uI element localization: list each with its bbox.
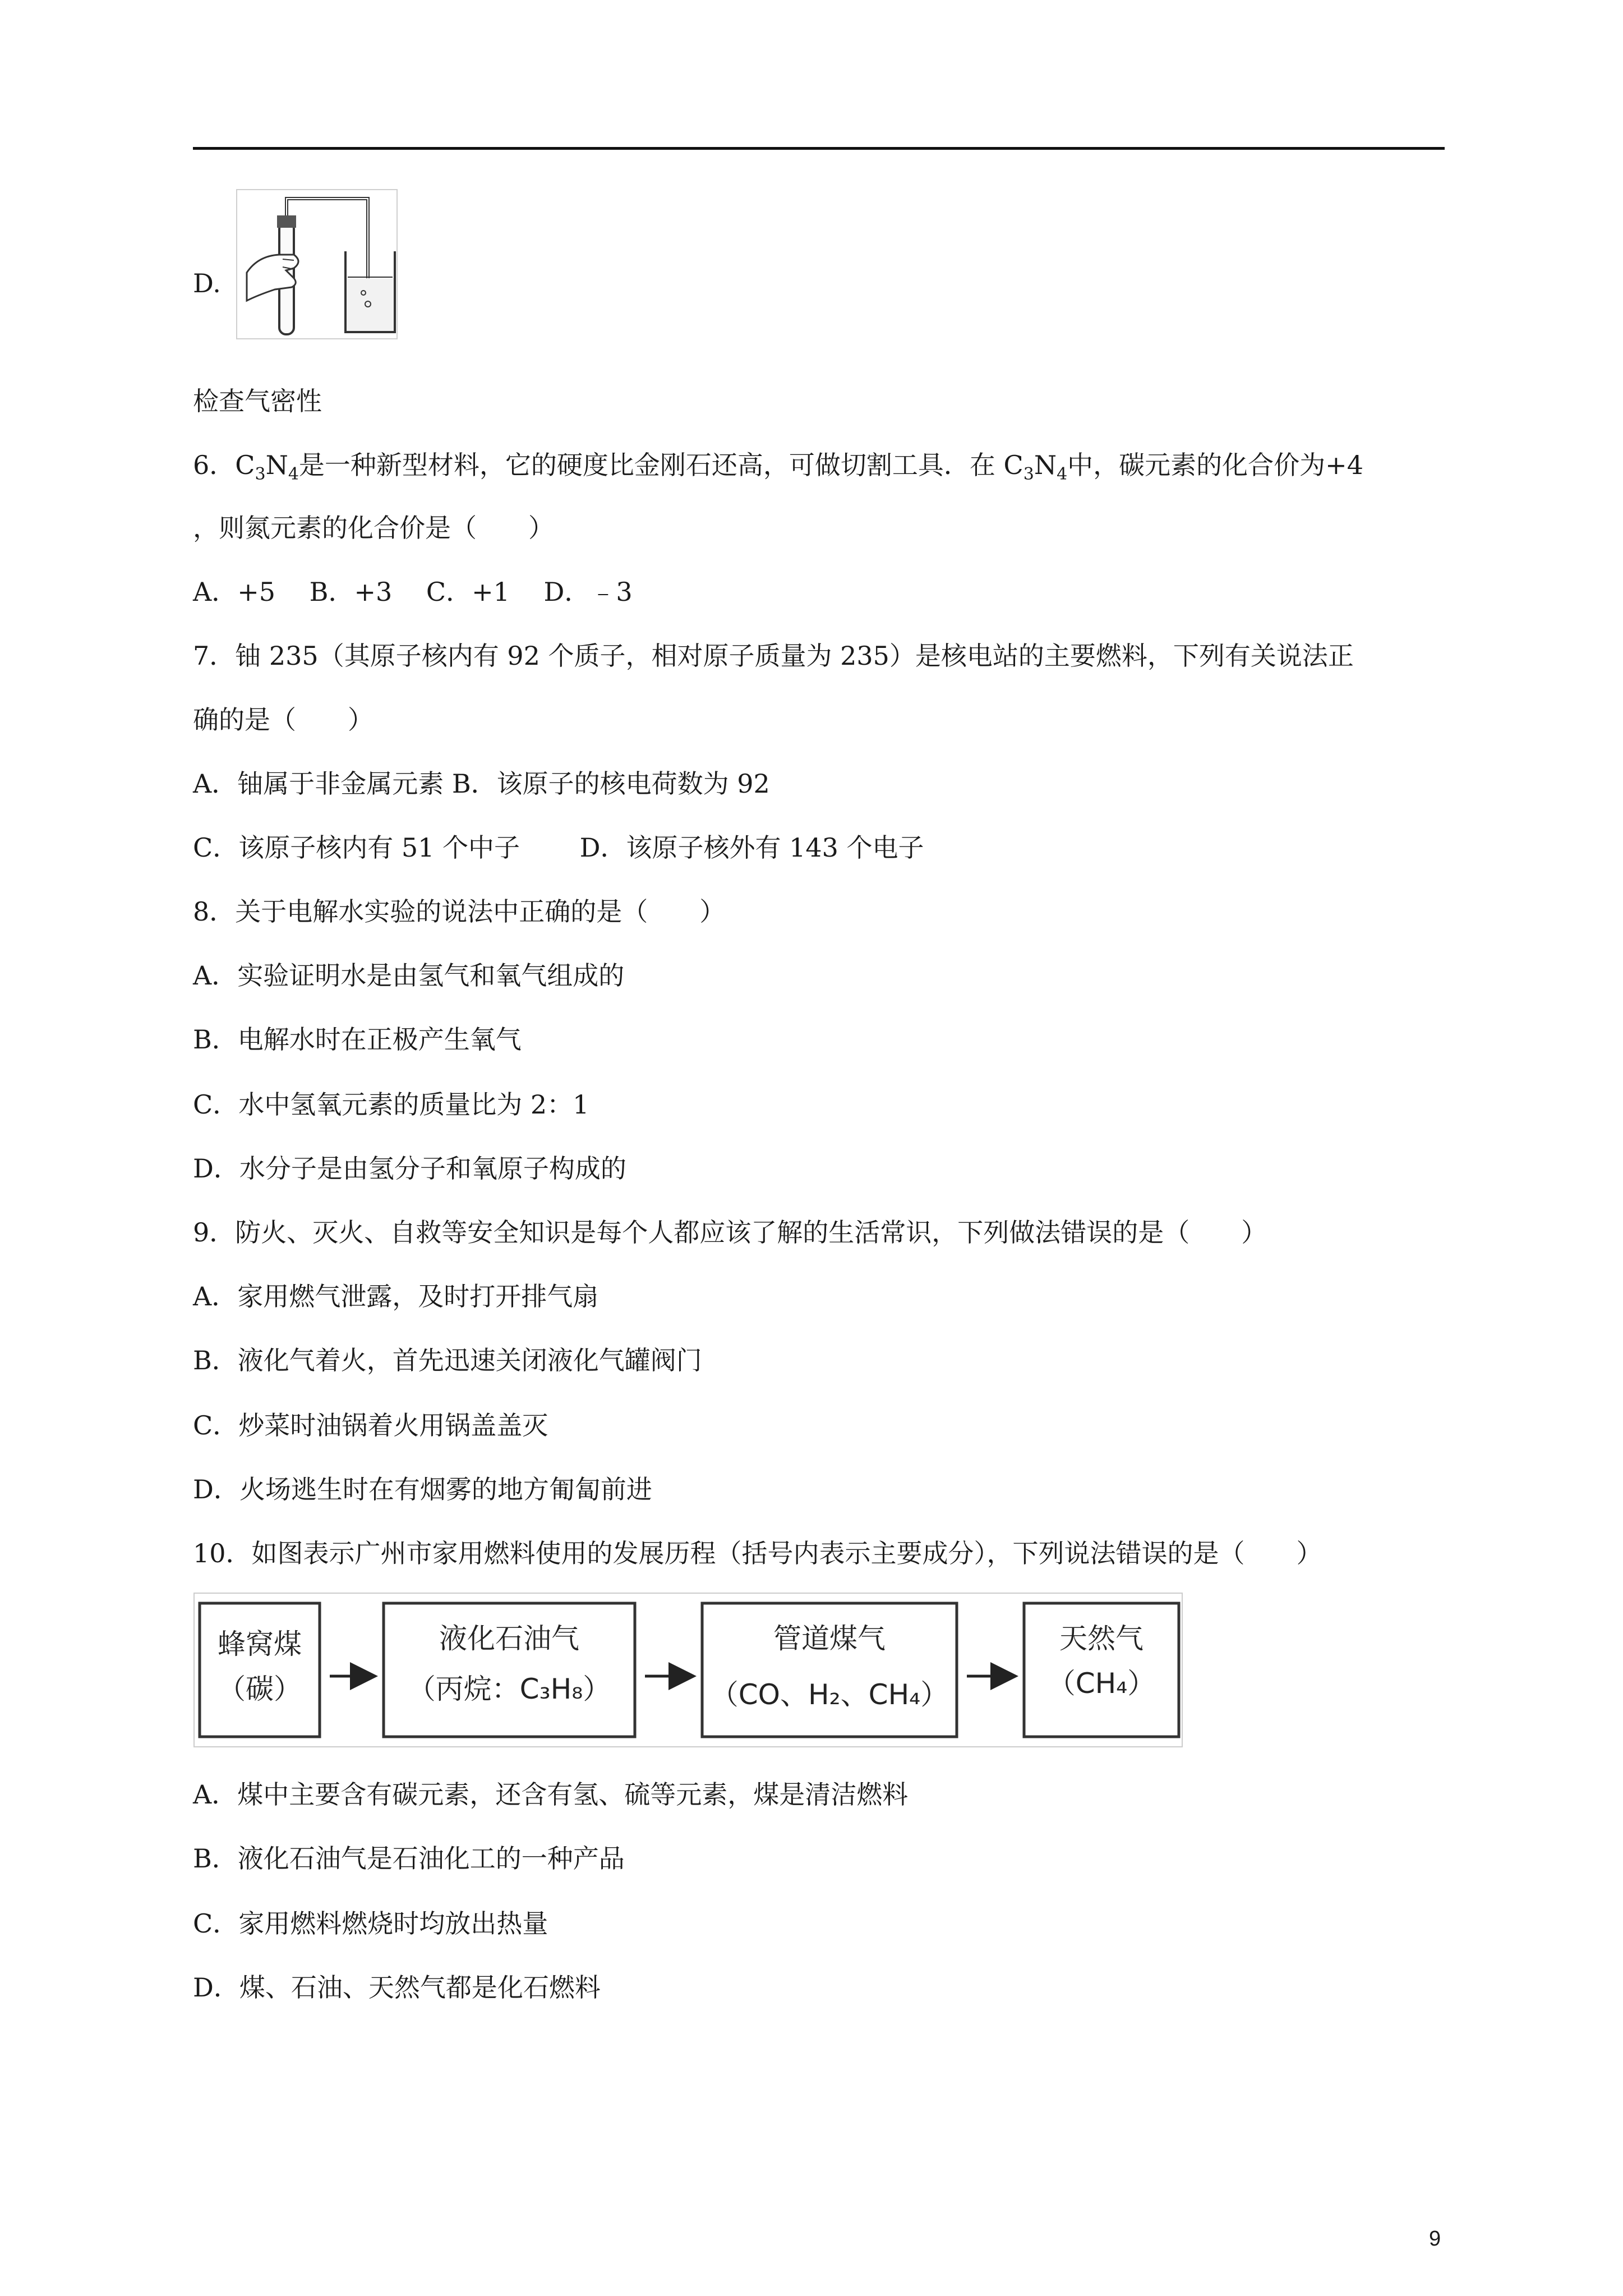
svg-text:（丙烷：C₃H₈）: （丙烷：C₃H₈）	[407, 1673, 611, 1705]
flow-box-lpg	[384, 1603, 635, 1737]
flow-box-natural-gas	[1024, 1603, 1179, 1737]
q6-line2: ，则氮元素的化合价是（ ）	[193, 513, 554, 543]
page-number: 9	[1429, 2227, 1441, 2251]
q9-option-b: B．液化气着火，首先迅速关闭液化气罐阀门	[193, 1345, 702, 1375]
q10-option-c: C．家用燃料燃烧时均放出热量	[193, 1908, 548, 1939]
q10-option-a: A．煤中主要含有碳元素，还含有氢、硫等元素，煤是清洁燃料	[193, 1779, 909, 1810]
header-rule	[193, 147, 1445, 150]
q9-option-d: D．火场逃生时在有烟雾的地方匍匐前进	[193, 1474, 652, 1504]
q10-option-b: B．液化石油气是石油化工的一种产品	[193, 1843, 625, 1874]
q8-stem: 8．关于电解水实验的说法中正确的是（ ）	[193, 896, 726, 927]
q9-option-a: A．家用燃气泄露，及时打开排气扇	[193, 1281, 599, 1312]
svg-text:液化石油气: 液化石油气	[439, 1622, 579, 1655]
q10-stem: 10．如图表示广州市家用燃料使用的发展历程（括号内表示主要成分），下列说法错误的是（ ）	[193, 1538, 1322, 1568]
airtightness-check-figure	[236, 188, 398, 340]
q7-line2: 确的是（ ）	[193, 705, 374, 735]
q6-options: A．+5 B．+3 C．+1 D．﹣3	[193, 577, 633, 607]
q8-option-c: C．水中氢氧元素的质量比为 2：1	[193, 1089, 589, 1120]
flow-box-honeycomb-coal	[200, 1603, 320, 1737]
q6-line1: 6．$C_3N_4$是一种新型材料，它的硬度比金刚石还高，可做切割工具．在 $C_3N_4$中，碳元素的化合价为+4	[193, 450, 1363, 484]
svg-text:（CO、H₂、CH₄）: （CO、H₂、CH₄）	[710, 1678, 949, 1711]
option-d-label: D.	[193, 268, 221, 298]
q8-option-d: D．水分子是由氢分子和氧原子构成的	[193, 1153, 626, 1184]
svg-text:蜂窝煤: 蜂窝煤	[218, 1628, 302, 1660]
q9-option-c: C．炒菜时油锅着火用锅盖盖灭	[193, 1410, 548, 1441]
svg-text:（碳）: （碳）	[218, 1673, 302, 1705]
svg-text:管道煤气: 管道煤气	[773, 1622, 886, 1655]
q9-stem: 9．防火、灭火、自救等安全知识是每个人都应该了解的生活常识，下列做法错误的是（ ）	[193, 1217, 1267, 1248]
flow-box-pipeline-gas	[702, 1603, 957, 1737]
q8-option-b: B．电解水时在正极产生氧气	[193, 1024, 522, 1055]
q8-option-a: A．实验证明水是由氢气和氧气组成的	[193, 960, 625, 991]
q7-options-ab: A．铀属于非金属元素 B．该原子的核电荷数为 92	[193, 769, 770, 799]
svg-text:天然气: 天然气	[1059, 1622, 1144, 1655]
svg-text:（CH₄）: （CH₄）	[1047, 1667, 1156, 1700]
q7-options-cd: C．该原子核内有 51 个中子 D．该原子核外有 143 个电子	[193, 832, 924, 863]
fuel-history-flowchart	[193, 1592, 1183, 1748]
figure-caption: 检查气密性	[193, 386, 322, 416]
q7-line1: 7．铀 235（其原子核内有 92 个质子，相对原子质量为 235）是核电站的主要燃料，下列有关说法正	[193, 641, 1354, 671]
q10-option-d: D．煤、石油、天然气都是化石燃料	[193, 1972, 601, 2003]
